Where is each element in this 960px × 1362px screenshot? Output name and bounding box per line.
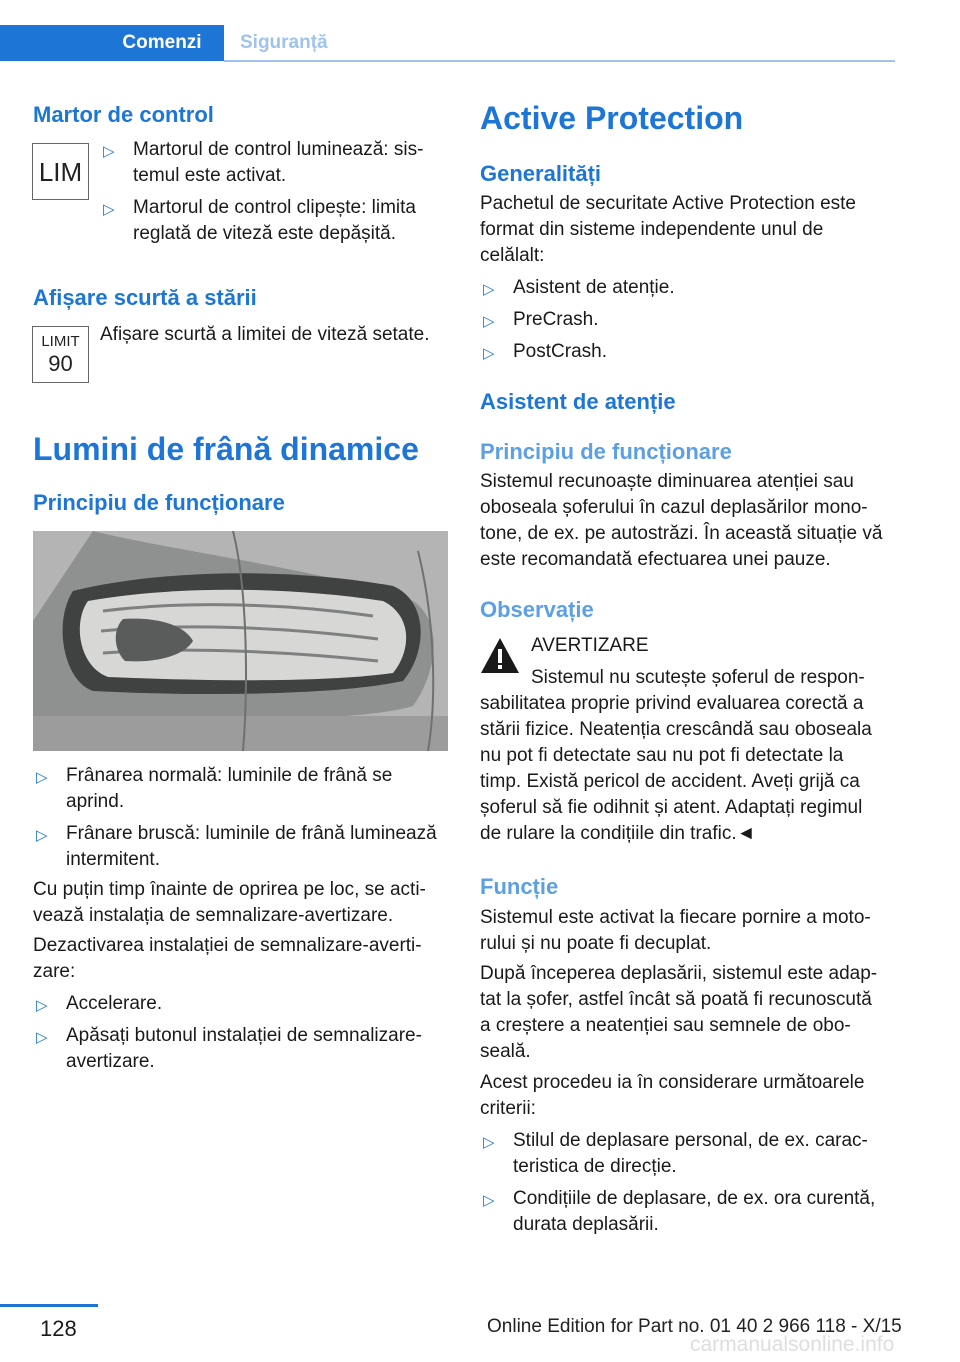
- page-number: 128: [40, 1316, 77, 1341]
- title-active-protection: Active Protection: [480, 100, 744, 136]
- lim-icon-text: LIM: [38, 157, 83, 187]
- list-item: ▷ Martorul de control clipește: limita reglată de viteză este depășită.: [103, 197, 416, 244]
- bullet-triangle-icon: ▷: [103, 143, 115, 160]
- lumini-bullet-list: [33, 763, 453, 879]
- asistent-text: Sistemul recunoaște diminuarea atenției sau oboseala șoferului în cazul deplasărilor mono‐ tone, de ex. pe autostrăzi. În această situație vă este recomandată efectuarea unei pauze.: [480, 471, 883, 570]
- header-tabs: [0, 25, 895, 63]
- tail-light-image: [33, 531, 448, 751]
- footer-accent-line: [0, 1304, 98, 1307]
- watermark-text: carmanualsonline.info: [690, 1333, 895, 1356]
- heading-asistent: Asistent de atenție: [480, 389, 676, 414]
- list-item: ▷ Apăsați butonul instalației de semnalizare- avertizare.: [36, 1025, 422, 1072]
- speed-limit-icon: [32, 326, 89, 383]
- edition-text: Online Edition for Part no. 01 40 2 966 118 - X/15: [487, 1316, 902, 1337]
- functie-para3: Acest procedeu ia în considerare următoarele criterii:: [480, 1072, 865, 1119]
- bullet-triangle-icon: ▷: [36, 997, 48, 1014]
- functie-para1: Sistemul este activat la fiecare pornire a moto‐ rului și nu poate fi decuplat.: [480, 907, 871, 954]
- limit-icon-label: LIMIT: [41, 333, 80, 350]
- heading-functie: Funcție: [480, 874, 559, 899]
- list-item: ▷ Martorul de control luminează: sis‐ temul este activat.: [103, 139, 424, 186]
- afisare-text: Afișare scurtă a limitei de viteză setate.: [100, 324, 430, 345]
- generalitati-text: Pachetul de securitate Active Protection este format din sisteme independente unul de celălalt:: [480, 193, 856, 266]
- bullet-triangle-icon: ▷: [483, 313, 495, 330]
- bullet-triangle-icon: ▷: [483, 1192, 495, 1209]
- lumini-para1: Cu puțin timp înainte de oprirea pe loc, se acti‐ vează instalația de semnalizare-avertizare.: [33, 879, 426, 926]
- bullet-triangle-icon: ▷: [36, 827, 48, 844]
- list-item: ▷ Frânarea normală: luminile de frână se aprind.: [36, 765, 393, 812]
- tab-siguranta[interactable]: Siguranță: [240, 32, 328, 53]
- list-item: ▷ Condițiile de deplasare, de ex. ora curentă, durata deplasării.: [483, 1188, 876, 1235]
- lumini-para2: Dezactivarea instalației de semnalizare-averti‐ zare:: [33, 935, 422, 982]
- limit-icon-value: 90: [48, 351, 73, 376]
- warning-first-line: Sistemul nu scutește șoferul de respon‐: [531, 667, 865, 688]
- warning-text: sabilitatea proprie privind evaluarea corectă a stării fizice. Neatenția crescândă sau oboseala nu pot fi detectate sau nu pot fi detectate la timp. Există pericol de accident. Aveți grijă ca șoferul să fie odihnit și atent. Adaptați regimul de rulare la condițiile din trafic.◄: [480, 693, 872, 844]
- heading-generalitati: Generalități: [480, 161, 602, 186]
- lim-indicator-icon: [32, 143, 89, 200]
- bullet-triangle-icon: ▷: [36, 769, 48, 786]
- subtitle-principiu: Principiu de funcționare: [33, 490, 285, 515]
- tail-light-illustration: [33, 531, 448, 751]
- list-item: ▷ Stilul de deplasare personal, de ex. carac‐ teristica de direcție.: [483, 1130, 868, 1177]
- bullet-triangle-icon: ▷: [483, 281, 495, 298]
- tab-comenzi[interactable]: Comenzi: [100, 25, 224, 61]
- functie-bullet-list: [480, 1128, 910, 1244]
- heading-afisare: Afișare scurtă a stării: [33, 285, 257, 310]
- dezactivare-bullet-list: [33, 991, 453, 1081]
- bullet-triangle-icon: ▷: [483, 1134, 495, 1151]
- bullet-triangle-icon: ▷: [36, 1029, 48, 1046]
- bullet-triangle-icon: ▷: [483, 345, 495, 362]
- subheading-principiu: Principiu de funcționare: [480, 439, 732, 464]
- list-item: ▷ PreCrash.: [480, 307, 900, 333]
- title-lumini: Lumini de frână dinamice: [33, 431, 419, 467]
- martor-bullet-list: [100, 137, 450, 253]
- header-rule: [224, 60, 895, 62]
- list-item: ▷ Frânare bruscă: luminile de frână luminează intermitent.: [36, 823, 437, 870]
- header-accent-bar: [0, 25, 100, 61]
- warning-label: AVERTIZARE: [531, 635, 649, 656]
- heading-martor: Martor de control: [33, 102, 214, 127]
- warning-icon: [480, 636, 520, 676]
- list-item: ▷ PostCrash.: [480, 339, 900, 365]
- generalitati-bullet-list: [480, 275, 900, 371]
- list-item: ▷ Accelerare.: [33, 991, 453, 1017]
- functie-para2: După începerea deplasării, sistemul este adap‐ tat la șofer, astfel încât să poată fi recunoscută a creștere a neatenției sau semnele de obo‐ seală.: [480, 963, 878, 1062]
- bullet-triangle-icon: ▷: [103, 201, 115, 218]
- list-item: ▷ Asistent de atenție.: [480, 275, 900, 301]
- heading-observatie: Observație: [480, 597, 594, 622]
